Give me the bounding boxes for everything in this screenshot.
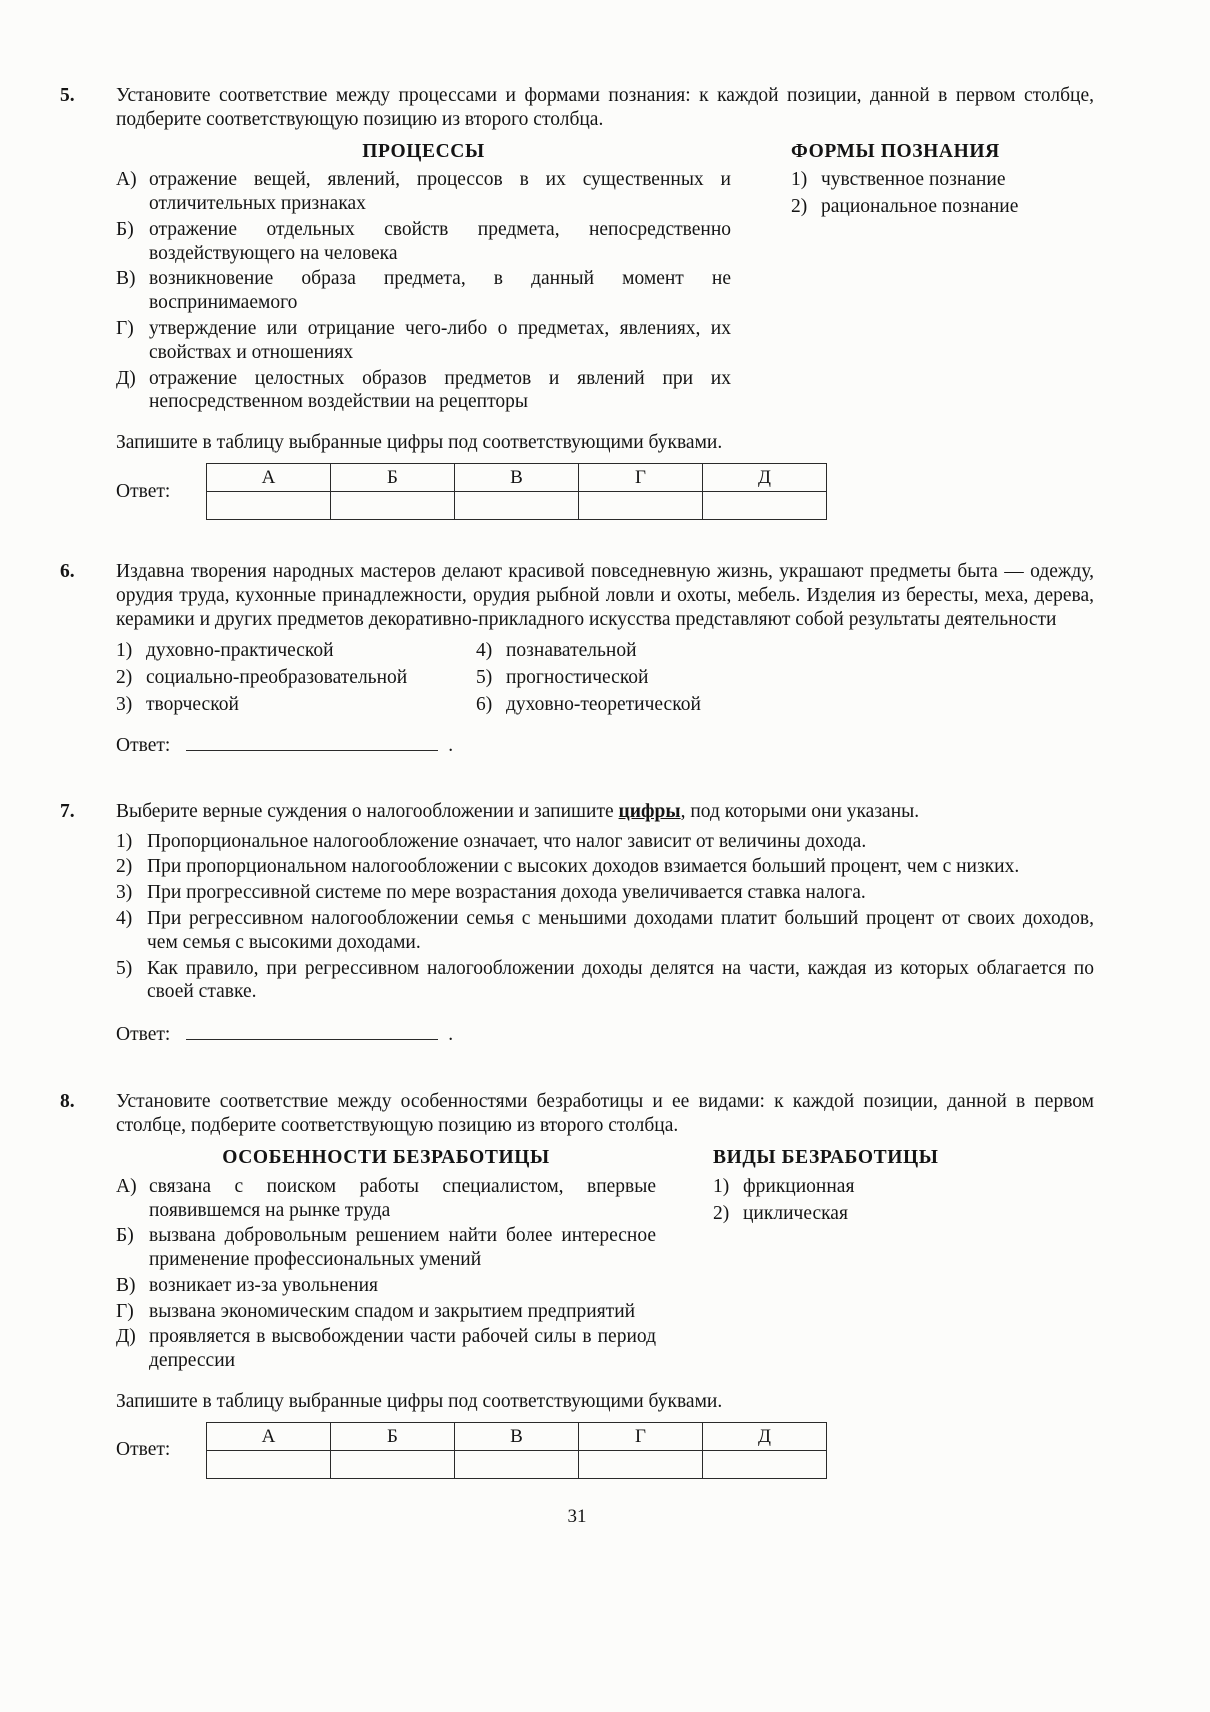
answer-table-header-cell: Д [703,1422,827,1450]
item-letter: Б) [116,218,134,240]
intro-emphasis: цифры [618,800,681,822]
item-text: отражение отдельных свойств предмета, непосредственно воздействующего на человека [149,218,731,264]
options-right-column [476,639,1094,719]
answer-row [116,463,1094,520]
option-text: творческой [146,693,239,715]
option-text: прогностической [506,667,649,689]
statement-item [116,830,1094,854]
option-text: рациональное познание [821,196,1019,218]
answer-table-input-cell [455,1450,579,1478]
option-item [476,639,1094,663]
statement-number: 5) [116,957,133,979]
option-number: 6) [476,693,493,715]
item-letter: Г) [116,318,134,340]
match-option [713,1175,1094,1199]
match-item [116,317,731,365]
statement-text: Пропорциональное налогообложение означает, что налог зависит от величины дохода. [147,830,867,852]
answer-table-header-cell: Б [331,463,455,491]
option-number: 2) [116,667,133,689]
option-text: чувственное познание [821,169,1006,191]
left-column [116,1146,656,1375]
question-number: 7. [60,800,75,822]
item-letter: А) [116,169,137,191]
answer-suffix: . [448,735,454,757]
answer-table-header-cell: А [207,1422,331,1450]
answer-table-input-cell [579,491,703,519]
option-number: 5) [476,667,493,689]
item-text: отражение целостных образов предметов и явлений при их непосредственном воздействии на рецепторы [149,367,731,413]
right-column-header: ФОРМЫ ПОЗНАНИЯ [791,140,1000,162]
question-number: 6. [60,560,75,582]
match-item [116,218,731,266]
left-column [116,140,731,417]
question-8 [60,1090,1094,1478]
right-column-header: ВИДЫ БЕЗРАБОТИЦЫ [713,1147,939,1168]
answer-table-header-cell: В [455,1422,579,1450]
question-6 [60,560,1094,758]
answer-suffix: . [448,1023,454,1045]
answer-table-input-cell [331,1450,455,1478]
statements-list [116,830,1094,1004]
option-item [476,666,1094,690]
option-number: 1) [116,640,133,662]
answer-table-input-cell [703,1450,827,1478]
item-letter: А) [116,1175,137,1197]
item-text: проявляется в высвобождении части рабочей силы в период депрессии [149,1326,656,1372]
options-columns [116,639,1094,719]
match-item [116,367,731,415]
answer-table-header-cell: Б [331,1422,455,1450]
item-text: связана с поиском работы специалистом, впервые появившемся на рынке труда [149,1175,656,1221]
answer-table-input-cell [579,1450,703,1478]
answer-row [116,1422,1094,1479]
item-text: отражение вещей, явлений, процессов в их существенных и отличительных признаках [149,169,731,215]
option-item [116,639,476,663]
statement-number: 1) [116,830,133,852]
option-text: социально-преобразовательной [146,667,408,689]
statement-item [116,907,1094,955]
item-text: вызвана экономическим спадом и закрытием предприятий [149,1300,636,1322]
statement-text: При регрессивном налогообложении семья с меньшими доходами платит больший процент от своих доходов, чем семья с высокими доходами. [147,908,1094,953]
item-text: вызвана добровольным решением найти более интересное применение профессиональных умений [149,1225,656,1271]
match-item [116,1274,656,1298]
question-intro: Установите соответствие между процессами и формами познания: к каждой позиции, данной в первом столбце, подберите соответствующую позицию из второго столбца. [116,85,1094,130]
question-intro: Установите соответствие между особенностями безработицы и ее видами: к каждой позиции, данной в первом столбце, подберите соответствующую позицию из второго столбца. [116,1091,1094,1137]
answer-blank [186,732,438,752]
right-column [656,1146,1094,1375]
question-5 [60,84,1094,520]
item-letter: В) [116,1274,136,1296]
option-number: 2) [791,196,808,218]
option-text: циклическая [743,1202,848,1224]
statement-text: При пропорциональном налогообложении с высоких доходов взимается больший процент, чем с низких. [147,856,1020,878]
match-item [116,168,731,216]
option-text: познавательной [506,640,637,662]
matching-columns [116,140,1094,417]
match-item [116,1224,656,1272]
item-letter: Д) [116,367,136,389]
answer-table-input-cell [703,491,827,519]
answer-table [206,1422,827,1479]
answer-table-input-cell [207,1450,331,1478]
answer-label: Ответ: [116,480,171,502]
answer-blank [186,1020,438,1040]
answer-table-input-cell [207,491,331,519]
item-letter: Д) [116,1326,136,1348]
answer-table-header-cell: Г [579,463,703,491]
item-letter: Г) [116,1300,134,1322]
option-number: 2) [713,1202,730,1224]
answer-table-input-cell [331,491,455,519]
statement-number: 2) [116,856,133,878]
option-number: 1) [713,1175,730,1197]
option-text: фрикционная [743,1175,855,1197]
statement-number: 4) [116,908,133,930]
answer-row [116,1020,1094,1046]
question-number: 5. [60,85,75,106]
answer-table [206,463,827,520]
statement-item [116,957,1094,1005]
option-text: духовно-практической [146,640,334,662]
question-7 [60,800,1094,1047]
answer-table-header-cell: А [207,463,331,491]
options-left-column [116,639,476,719]
option-number: 3) [116,693,133,715]
option-item [116,693,476,717]
option-number: 4) [476,640,493,662]
answer-label: Ответ: [116,1023,171,1045]
match-option [791,195,1094,219]
instruction: Запишите в таблицу выбранные цифры под соответствующими буквами. [116,432,723,454]
match-item [116,1175,656,1223]
intro-text: Выберите верные суждения о налогообложении и запишите [116,800,619,822]
statement-item [116,855,1094,879]
match-item [116,1325,656,1373]
answer-table-header-cell: В [455,463,579,491]
match-option [791,168,1094,192]
match-item [116,1300,656,1324]
right-column [731,140,1094,417]
item-text: возникает из-за увольнения [149,1274,379,1296]
answer-label: Ответ: [116,1439,171,1461]
intro-text: , под которыми они указаны. [680,800,920,822]
answer-label: Ответ: [116,735,171,757]
match-option [713,1202,1094,1226]
statement-text: Как правило, при регрессивном налогообложении доходы делятся на части, каждая из которых облагается по своей ставке. [147,957,1094,1003]
answer-table-header-cell: Г [579,1422,703,1450]
item-text: возникновение образа предмета, в данный момент не воспринимаемого [149,268,731,314]
question-number: 8. [60,1091,75,1113]
left-column-header: ПРОЦЕССЫ [362,140,485,162]
left-column-header: ОСОБЕННОСТИ БЕЗРАБОТИЦЫ [222,1147,550,1168]
matching-columns [116,1146,1094,1375]
option-item [476,693,1094,717]
option-number: 1) [791,169,808,191]
page-number: 31 [567,1505,587,1527]
answer-table-header-cell: Д [703,463,827,491]
item-text: утверждение или отрицание чего-либо о предметах, явлениях, их свойствах и отношениях [149,318,731,363]
answer-table-input-cell [455,491,579,519]
statement-item [116,881,1094,905]
item-letter: В) [116,268,136,290]
match-item [116,267,731,315]
item-letter: Б) [116,1225,134,1247]
option-text: духовно-теоретической [506,693,701,715]
statement-number: 3) [116,882,133,904]
statement-text: При прогрессивной системе по мере возрастания дохода увеличивается ставка налога. [147,882,866,904]
answer-row [116,732,1094,758]
question-intro [116,800,1094,824]
option-item [116,666,476,690]
instruction: Запишите в таблицу выбранные цифры под соответствующими буквами. [116,1391,723,1413]
question-text: Издавна творения народных мастеров делают красивой повседневную жизнь, украшают предметы быта — одежду, орудия труда, кухонные принадлежности, орудия рыбной ловли и охоты, мебель. Изделия из бересты, меха, дерева, керамики и других предметов декоративно-прикладного искусства представляют собой результаты деятельности [116,560,1094,630]
